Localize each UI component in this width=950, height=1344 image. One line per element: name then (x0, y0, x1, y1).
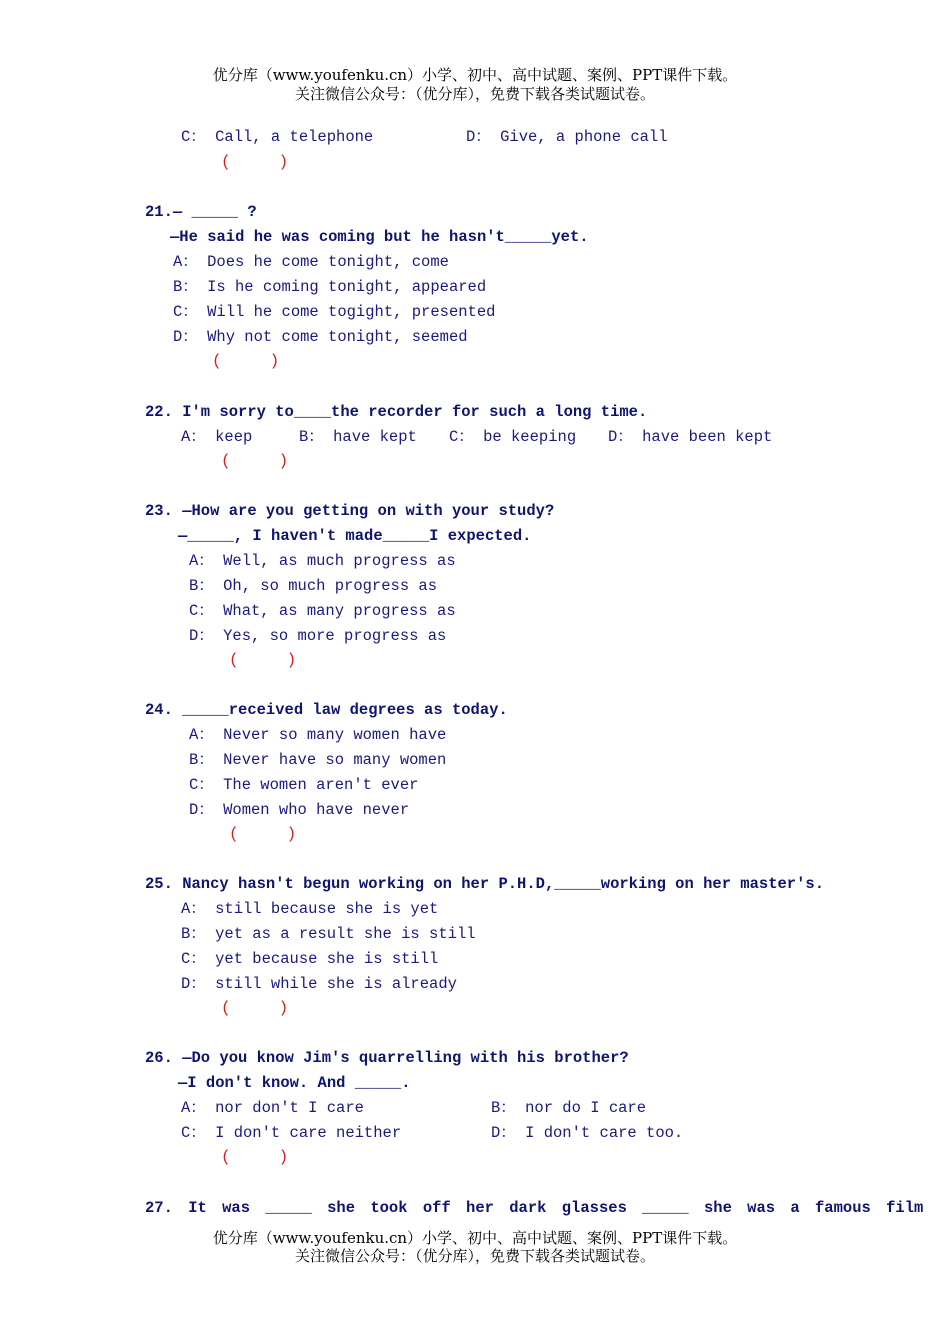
q22-answer-blank: ( ) (221, 452, 289, 470)
q23-answer-blank: ( ) (229, 651, 297, 669)
q21-stem: 21.— _____ ? (145, 203, 257, 221)
q22-option-b: B： have kept (299, 428, 417, 446)
header-line-1: 优分库（www.youfenku.cn）小学、初中、高中试题、案例、PPT课件下载。 (212, 66, 738, 84)
q24-stem: 24. _____received law degrees as today. (145, 701, 508, 719)
q22-option-c: C： be keeping (449, 428, 577, 446)
q24-option-b: B： Never have so many women (189, 751, 447, 769)
q25-option-a: A： still because she is yet (181, 900, 439, 918)
q21-answer-blank: ( ) (212, 352, 280, 370)
q24-option-d: D： Women who have never (189, 801, 410, 819)
q25-option-b: B： yet as a result she is still (181, 925, 476, 943)
q21-option-c: C： Will he come togight, presented (173, 303, 496, 321)
q25-answer-blank: ( ) (221, 999, 289, 1017)
q21-option-a: A： Does he come tonight, come (173, 253, 449, 271)
q21-option-b: B： Is he coming tonight, appeared (173, 278, 487, 296)
q23-option-d: D： Yes, so more progress as (189, 627, 447, 645)
footer-line-1: 优分库（www.youfenku.cn）小学、初中、高中试题、案例、PPT课件下载。 (212, 1229, 738, 1247)
header-line-2: 关注微信公众号：（优分库），免费下载各类试题试卷。 (294, 85, 655, 103)
q26-stem-reply: —I don't know. And _____. (178, 1074, 411, 1092)
q26-answer-blank: ( ) (221, 1148, 289, 1166)
q23-stem: 23. —How are you getting on with your study? (145, 502, 555, 520)
q25-option-c: C： yet because she is still (181, 950, 439, 968)
q24-option-a: A： Never so many women have (189, 726, 447, 744)
q21-stem-reply: —He said he was coming but he hasn't_____yet. (170, 228, 589, 246)
q26-stem: 26. —Do you know Jim's quarrelling with his brother? (145, 1049, 629, 1067)
q23-option-b: B： Oh, so much progress as (189, 577, 438, 595)
footer-line-2: 关注微信公众号：（优分库），免费下载各类试题试卷。 (294, 1247, 655, 1265)
q23-option-a: A： Well, as much progress as (189, 552, 456, 570)
q20-answer-blank: ( ) (221, 153, 289, 171)
q26-option-b: B： nor do I care (491, 1099, 647, 1117)
q22-stem: 22. I'm sorry to____the recorder for such a long time. (145, 403, 648, 421)
q25-option-d: D： still while she is already (181, 975, 457, 993)
q24-answer-blank: ( ) (229, 825, 297, 843)
q23-option-c: C： What, as many progress as (189, 602, 456, 620)
q21-option-d: D： Why not come tonight, seemed (173, 328, 468, 346)
q22-option-a: A： keep (181, 428, 253, 446)
q20-option-c: C： Call, a telephone (181, 128, 374, 146)
q26-option-c: C： I don't care neither (181, 1124, 402, 1142)
q26-option-a: A： nor don't I care (181, 1099, 364, 1117)
q27-stem: 27. It was _____ she took off her dark glasses _____ she was a famous film (145, 1199, 924, 1217)
q25-stem: 25. Nancy hasn't begun working on her P.H.D,_____working on her master's. (145, 875, 825, 893)
q23-stem-reply: —_____, I haven't made_____I expected. (178, 527, 532, 545)
q22-option-d: D： have been kept (608, 428, 773, 446)
q26-option-d: D： I don't care too. (491, 1124, 684, 1142)
q20-option-d: D： Give, a phone call (466, 128, 668, 146)
q24-option-c: C： The women aren't ever (189, 776, 419, 794)
